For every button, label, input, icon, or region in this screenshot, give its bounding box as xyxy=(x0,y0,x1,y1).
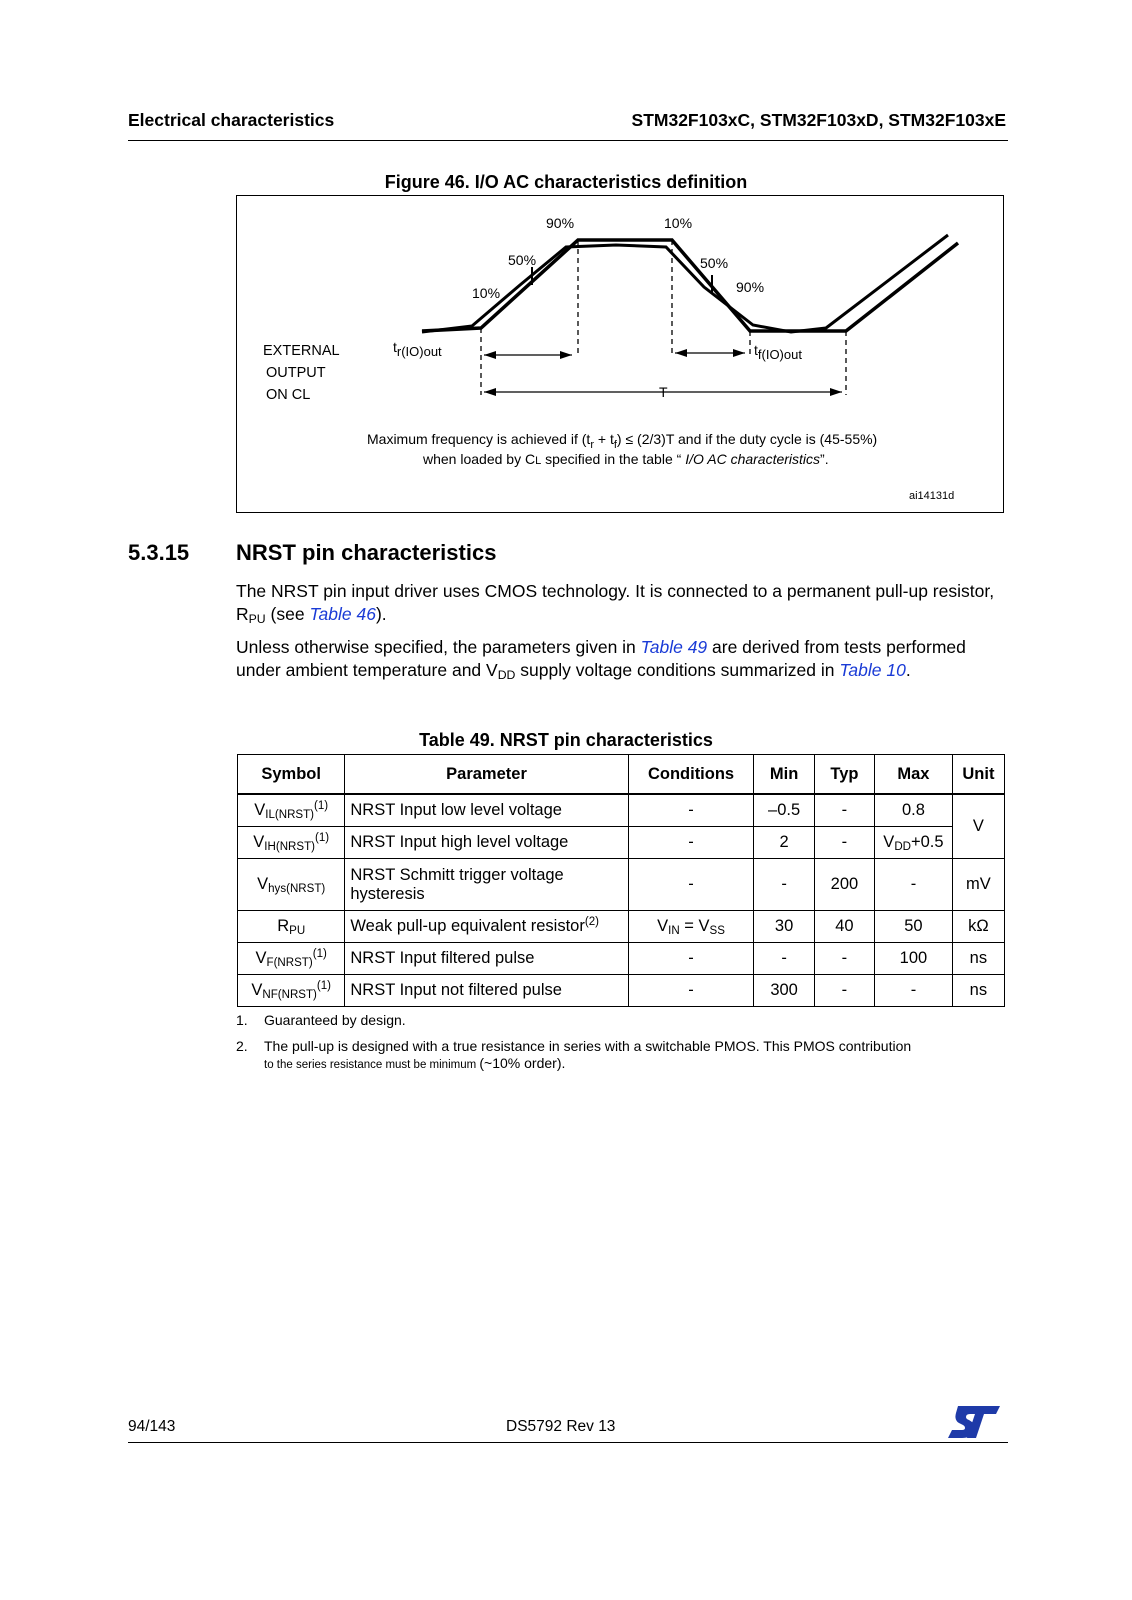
label-tr: tr(IO)out xyxy=(393,339,442,359)
col-max: Max xyxy=(875,755,953,795)
label-10-fall: 10% xyxy=(664,215,693,231)
table-row xyxy=(238,943,1005,975)
cell-parameter: Weak pull-up equivalent resistor$^{(2)}$ xyxy=(345,911,628,943)
label-output: OUTPUT xyxy=(266,365,326,381)
figure-title: Figure 46. I/O AC characteristics definition xyxy=(384,172,748,192)
table-row xyxy=(238,794,1005,827)
cell-typ: 40 xyxy=(814,911,874,943)
table-title: Table 49. NRST pin characteristics xyxy=(419,730,713,750)
cell-max: 100 xyxy=(875,943,953,975)
col-min: Min xyxy=(754,755,814,795)
cell-typ: - xyxy=(814,975,874,1007)
cell-max: 50 xyxy=(875,911,953,943)
cell-min: 2 xyxy=(754,827,814,859)
ideal-waveform xyxy=(422,240,958,331)
paragraph-1: The NRST pin input driver uses CMOS technology. It is connected to a permanent pull-up resistor, $R_{PU}$ (see Table 46). xyxy=(236,581,995,626)
cell-conditions: - xyxy=(628,794,754,827)
label-on-cl: ON CL xyxy=(266,387,311,403)
cell-conditions: - xyxy=(628,975,754,1007)
table-header-row xyxy=(238,755,1005,795)
link-table-10[interactable]: Table 10 xyxy=(839,659,906,680)
cell-max: - xyxy=(875,859,953,911)
cell-max: $V_{DD}+0.5$ xyxy=(875,827,953,859)
link-table-49[interactable]: Table 49 xyxy=(640,637,708,657)
page-number: 94/143 xyxy=(128,1418,176,1435)
label-50-fall: 50% xyxy=(700,255,729,271)
cell-min: 300 xyxy=(754,975,814,1007)
cell-unit: kΩ xyxy=(952,911,1004,943)
cell-typ: 200 xyxy=(814,859,874,911)
cell-max: 0.8 xyxy=(875,794,953,827)
real-waveform xyxy=(422,235,948,332)
cell-min: 30 xyxy=(754,911,814,943)
col-symbol: Symbol xyxy=(238,755,345,795)
figure-id: ai14131d xyxy=(909,490,955,502)
cell-typ: - xyxy=(814,794,874,827)
io-ac-waveform-diagram xyxy=(236,195,1004,513)
figure-note-line2: when loaded by CL specified in the table “ I/O AC characteristics”. xyxy=(423,451,829,467)
cell-conditions: - xyxy=(628,943,754,975)
footnote-1: 1. Guaranteed by design. xyxy=(236,1012,406,1028)
header-part-numbers: STM32F103xC, STM32F103xD, STM32F103xE xyxy=(631,110,1006,130)
footer-rule xyxy=(128,1442,1008,1443)
table-row xyxy=(238,975,1005,1007)
cell-min: - xyxy=(754,859,814,911)
cell-unit: ns xyxy=(952,975,1004,1007)
col-conditions: Conditions xyxy=(628,755,754,795)
cell-symbol: $V_{IL(NRST)}^{(1)}$ xyxy=(238,794,345,827)
nrst-characteristics-table xyxy=(237,754,1005,1007)
cell-unit: mV xyxy=(952,859,1004,911)
cell-unit: ns xyxy=(952,943,1004,975)
link-table-46[interactable]: Table 46 xyxy=(309,603,376,624)
st-logo-icon xyxy=(946,1404,1002,1440)
cell-unit: V xyxy=(952,794,1004,859)
cell-max: - xyxy=(875,975,953,1007)
cell-parameter: NRST Input low level voltage xyxy=(345,794,628,827)
cell-min: –0.5 xyxy=(754,794,814,827)
footnote-2: 2. The pull-up is designed with a true resistance in series with a switchable PMOS. This PMOS contribution xyxy=(236,1038,912,1054)
cell-parameter: NRST Input filtered pulse xyxy=(345,943,628,975)
cell-conditions: - xyxy=(628,827,754,859)
table-row xyxy=(238,911,1005,943)
figure-frame xyxy=(236,195,1004,513)
label-external: EXTERNAL xyxy=(263,343,340,359)
document-revision: DS5792 Rev 13 xyxy=(506,1418,616,1435)
label-90-fall: 90% xyxy=(736,279,765,295)
cell-symbol: $V_{IH(NRST)}^{(1)}$ xyxy=(238,827,345,859)
label-period: T xyxy=(659,384,668,400)
section-title: NRST pin characteristics xyxy=(236,540,497,565)
cell-typ: - xyxy=(814,943,874,975)
figure-note-line1: Maximum frequency is achieved if $(t_r + t_f) \le (2/3)T$ and if the duty cycle is (45-55%) xyxy=(367,431,878,451)
label-10-rise: 10% xyxy=(472,285,501,301)
col-unit: Unit xyxy=(952,755,1004,795)
cell-min: - xyxy=(754,943,814,975)
cell-parameter: NRST Schmitt trigger voltage hysteresis xyxy=(345,859,628,911)
cell-parameter: NRST Input not filtered pulse xyxy=(345,975,628,1007)
footnote-2-continued: to the series resistance must be minimum (~10% order). xyxy=(264,1055,566,1071)
col-parameter: Parameter xyxy=(345,755,628,795)
header-section-title: Electrical characteristics xyxy=(128,110,335,130)
label-tf: tf(IO)out xyxy=(754,342,802,362)
cell-parameter: NRST Input high level voltage xyxy=(345,827,628,859)
cell-conditions: $V_{IN} = V_{SS}$ xyxy=(628,911,754,943)
col-typ: Typ xyxy=(814,755,874,795)
cell-typ: - xyxy=(814,827,874,859)
cell-symbol: $R_{PU}$ xyxy=(238,911,345,943)
section-number: 5.3.15 xyxy=(128,540,190,565)
table-row xyxy=(238,827,1005,859)
cell-symbol: $V_{hys(NRST)}$ xyxy=(238,859,345,911)
header-rule xyxy=(128,140,1008,141)
label-50-rise: 50% xyxy=(508,252,537,268)
cell-symbol: $V_{NF(NRST)}^{(1)}$ xyxy=(238,975,345,1007)
cell-conditions: - xyxy=(628,859,754,911)
paragraph-2: Unless otherwise specified, the parameters given in Table 49 are derived from tests performed under ambient temperature and $V_{DD}$ supply voltage conditions summarized in Table 10. xyxy=(236,637,966,682)
label-90-rise: 90% xyxy=(546,215,575,231)
table-row xyxy=(238,859,1005,911)
cell-symbol: $V_{F(NRST)}^{(1)}$ xyxy=(238,943,345,975)
